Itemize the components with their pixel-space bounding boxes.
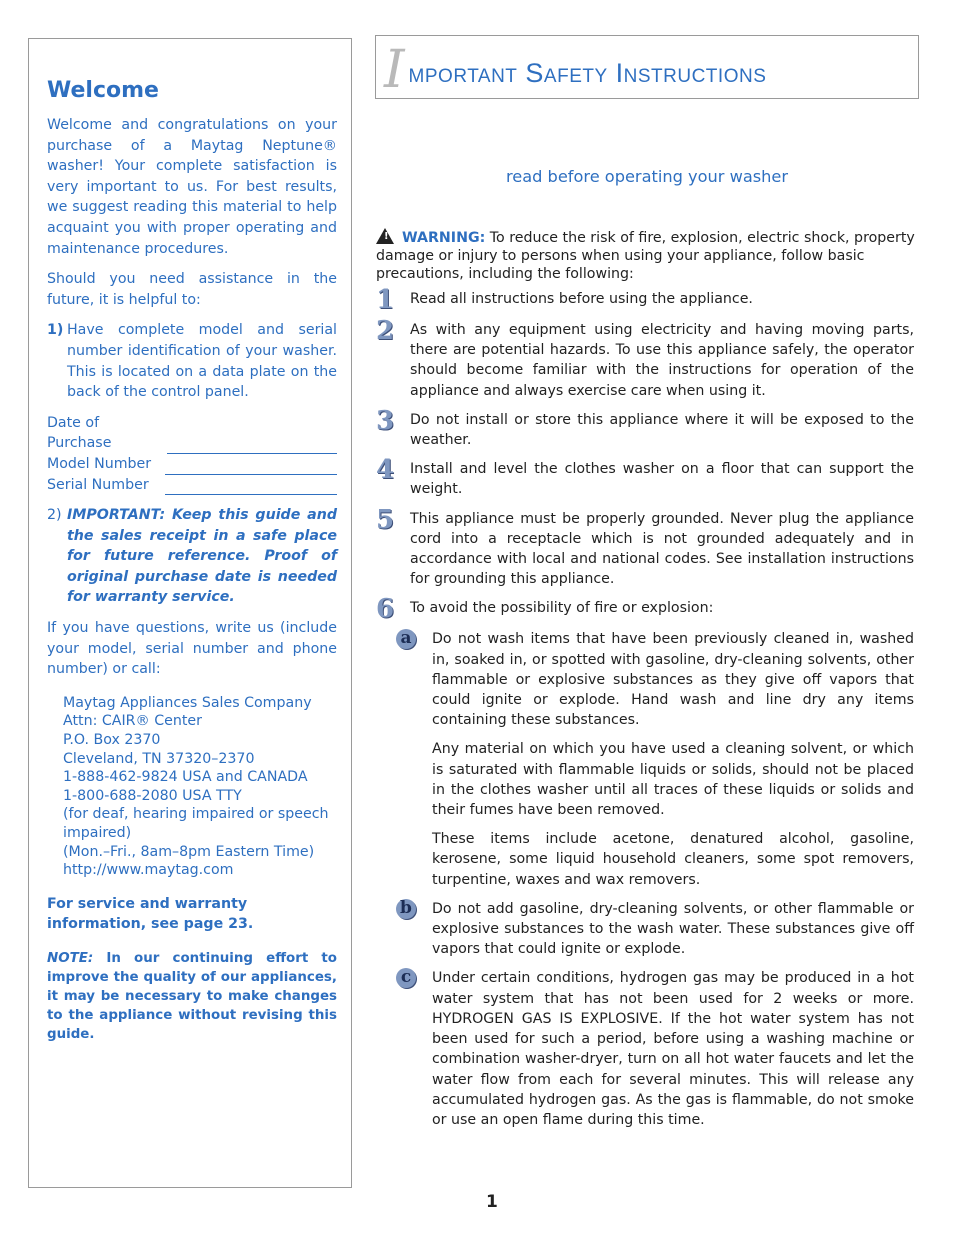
address-line: Maytag Appliances Sales Company xyxy=(63,694,312,711)
letter-badge: a xyxy=(396,629,432,730)
item-text: As with any equipment using electricity and having moving parts, there are potential hazards. To use this appliance safely, the operator should become familiar with the instructions for operation of the appliance and always exercise care when using it. xyxy=(410,322,914,399)
model-label: Model Number xyxy=(47,455,152,472)
list-item-important xyxy=(47,505,337,608)
title-box xyxy=(375,35,919,99)
warning-text: To reduce the risk of fire, explosion, electric shock, property damage or injury to persons when using your appliance, follow basic precautions, including the following: xyxy=(376,230,915,282)
page-title xyxy=(384,38,766,98)
model-blank-line xyxy=(165,460,337,475)
date-of-purchase-row xyxy=(47,413,337,454)
serial-blank-line xyxy=(165,480,337,495)
welcome-heading: Welcome xyxy=(47,78,159,103)
list-item xyxy=(376,504,924,590)
address-line: P.O. Box 2370 xyxy=(63,732,161,749)
item-text: This appliance must be properly grounded. Never plug the appliance cord into a receptacle which is not grounded adequately and in accordance with local and national codes. See installation instructions for grounding this appliance. xyxy=(410,510,914,588)
letter-badge: b xyxy=(396,899,432,960)
number-badge: 4 xyxy=(376,455,395,486)
number-badge: 5 xyxy=(376,504,395,535)
serial-label: Serial Number xyxy=(47,476,149,493)
title-text: mportant Safety Instructions xyxy=(408,58,767,88)
warning-block xyxy=(376,226,924,283)
title-initial: I xyxy=(384,40,405,100)
warning-label: WARNING: xyxy=(402,230,486,246)
address-line: Cleveland, TN 37320–2370 xyxy=(63,750,255,767)
sub-item-paragraph: Any material on which you have used a cleaning solvent, or which is saturated with flammable liquids or solids, should not be placed in the clothes washer until all traces of these liquids or solids and their fumes have been removed. xyxy=(432,741,914,819)
list-item xyxy=(376,285,924,315)
item-text: Read all instructions before using the appliance. xyxy=(410,291,753,307)
number-badge: 2 xyxy=(376,316,395,346)
note-label: NOTE: xyxy=(47,950,94,966)
welcome-sidebar xyxy=(28,38,352,1188)
number-badge: 3 xyxy=(376,405,395,436)
tty-line: 1-800-688-2080 USA TTY xyxy=(63,787,242,804)
page-number: 1 xyxy=(486,1192,498,1212)
phone-line: 1-888-462-9824 USA and CANADA xyxy=(63,769,308,786)
date-blank-line xyxy=(167,439,337,454)
website-link[interactable]: http://www.maytag.com xyxy=(63,862,234,879)
safety-instructions xyxy=(376,226,924,1139)
list-item-model-id xyxy=(47,320,337,402)
sub-item-text: Under certain conditions, hydrogen gas may be produced in a hot water system that has not been used for 2 weeks or more. HYDROGEN GAS IS EXPLOSIVE. If the hot water system has not been used for such a period, before using a washing machine or combination washer-dryer, turn on all hot water faucets and let the water flow from each for several minutes. This will release any accumulated hydrogen gas. As the gas is flammable, do not smoke or use an open flame during this time. xyxy=(432,970,914,1128)
list-item xyxy=(376,455,924,499)
list-item xyxy=(376,594,924,625)
note-paragraph xyxy=(47,949,337,1044)
sub-item-c xyxy=(396,968,924,1130)
item-text: To avoid the possibility of fire or explosion: xyxy=(410,600,714,617)
questions-text: If you have questions, write us (include your model, serial number and phone number) or call: xyxy=(47,620,337,678)
date-label: Date of Purchase xyxy=(47,414,112,452)
number-badge: 6 xyxy=(376,594,395,625)
note-text: In our continuing effort to improve the quality of our appliances, it may be necessary to make changes to the appliance without revising this guide. xyxy=(47,950,337,1042)
sub-item-text: Do not add gasoline, dry-cleaning solvents, or other flammable or explosive substances to the wash water. These substances give off vapors that could ignite or explode. xyxy=(432,900,914,958)
number-badge: 1 xyxy=(376,285,395,315)
list-number: 2) xyxy=(47,507,62,524)
serial-number-row xyxy=(47,475,337,496)
list-number: 1) xyxy=(47,322,64,339)
list-text: Have complete model and serial number identification of your washer. This is located on a data plate on the back of the control panel. xyxy=(67,322,337,401)
address-line: Attn: CAIR® Center xyxy=(63,713,202,730)
list-item xyxy=(376,316,924,401)
contact-address xyxy=(63,694,337,880)
address-line: (for deaf, hearing impaired or speech impaired) xyxy=(63,806,329,841)
letter-badge: c xyxy=(396,968,432,1130)
welcome-content xyxy=(47,77,337,1044)
sub-item-text: Do not wash items that have been previously cleaned in, washed in, soaked in, or spotted with gasoline, dry-cleaning solvents, other flammable or explosive substances as they give off vapors that could ignite or explode. Hand wash and line dry any items containing these substances. xyxy=(432,631,914,729)
sub-item-b xyxy=(396,899,924,960)
item-text: Do not install or store this appliance where it will be exposed to the weather. xyxy=(410,411,914,449)
item-text: Install and level the clothes washer on a floor that can support the weight. xyxy=(410,461,914,498)
sub-item-a xyxy=(396,629,924,730)
list-item xyxy=(376,405,924,450)
welcome-intro: Welcome and congratulations on your purchase of a Maytag Neptune® washer! Your complete satisfaction is very important to us. For best results, we suggest reading this material to help acquaint you with proper operating and maintenance procedures. xyxy=(47,117,337,257)
subtitle: read before operating your washer xyxy=(505,167,789,186)
service-info: For service and warranty information, see page 23. xyxy=(47,895,254,933)
assist-text: Should you need assistance in the future, it is helpful to: xyxy=(47,271,337,308)
hours-line: (Mon.–Fri., 8am–8pm Eastern Time) xyxy=(63,843,315,860)
model-number-row xyxy=(47,454,337,475)
sub-item-paragraph: These items include acetone, denatured alcohol, gasoline, kerosene, some liquid household cleaners, some spot removers, turpentine, waxes and wax removers. xyxy=(432,831,914,888)
important-text: IMPORTANT: Keep this guide and the sales receipt in a safe place for future reference. Proof of original purchase date is needed for warranty service. xyxy=(67,507,337,606)
warning-triangle-icon: ! xyxy=(376,228,394,244)
